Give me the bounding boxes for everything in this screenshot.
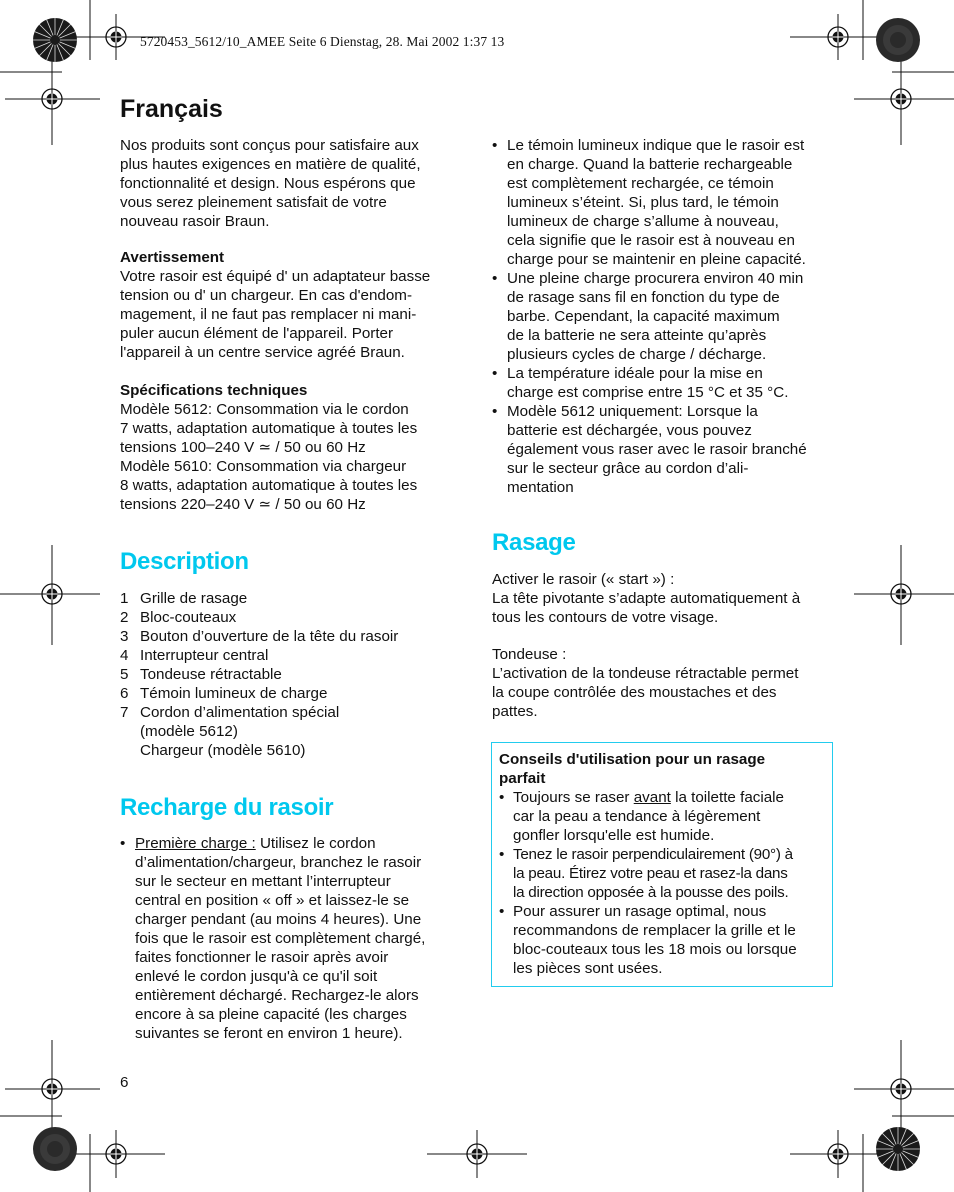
charging-notes: [492, 136, 837, 497]
recharge-bullet: • Première charge : Utilisez le cordon d’alimentation/chargeur, branchez le rasoir sur le secteur en mettant l’interrupteur central en position « off » et laissez-le se charger pendant (au moins 4 heures). Une fois que le rasoir est complètement chargé, faites fonctionner le rasoir après avoir enlevé le cordon jusqu'à ce qu'il soit entièrement déchargé. Rechargez-le alors encore à sa pleine capacité (les charges suivantes se feront en environ 1 heure).: [120, 835, 426, 1042]
warning-section: Avertissement Votre rasoir est équipé d' un adaptateur basse tension ou d' un chargeur. En cas d'endom- magement, il ne faut pas remplacer ni mani- puler aucun élément de l'appareil. Porter l'appareil à un centre service agréé Braun.: [120, 249, 431, 361]
description-heading: Description: [120, 548, 249, 575]
list-item: • Tenez le rasoir perpendiculairement (90°) à la peau. Étirez votre peau et rasez-la dans la direction opposée à la pousse des poils.: [499, 846, 793, 901]
list-item: • Pour assurer un rasage optimal, nous recommandons de remplacer la grille et le bloc-couteaux tous les 18 mois ou lorsque les pièces sont usées.: [499, 903, 797, 977]
list-item: 4 Interrupteur central: [120, 647, 269, 664]
list-item: 7 Cordon d’alimentation spécial: [120, 704, 340, 721]
list-item: 5 Tondeuse rétractable: [120, 666, 282, 683]
list-item: • La température idéale pour la mise en charge est comprise entre 15 °C et 35 °C.: [492, 365, 789, 401]
list-item: • Modèle 5612 uniquement: Lorsque la batterie est déchargée, vous pouvez également vous raser avec le rasoir branché sur le secteur grâce au cordon d’ali- mentation: [492, 403, 807, 496]
intro-paragraph: Nos produits sont conçus pour satisfaire aux plus hautes exigences en matière de qualité, fonctionnalité et design. Nous espérons que vous serez pleinement satisfait de votre nouveau rasoir Braun.: [120, 137, 421, 230]
parts-list: 1 Grille de rasage 2 Bloc-couteaux 3 Bouton d’ouverture de la tête du rasoir 4 Interrupteur central 5 Tondeuse rétractable 6 Témoin lumineux de charge 7 Cordon d’alimentation spécial (modèle 5612) Chargeur (modèle 5610): [120, 589, 460, 760]
list-item: • Toujours se raser avant la toilette faciale car la peau a tendance à légèrement gonfler lorsqu'elle est humide.: [499, 789, 785, 844]
list-item: 6 Témoin lumineux de charge: [120, 685, 328, 702]
list-item: 3 Bouton d’ouverture de la tête du rasoir: [120, 628, 399, 645]
rasage-start-paragraph: Activer le rasoir (« start ») : La tête pivotante s’adapte automatiquement à tous les contours de votre visage.: [492, 571, 801, 626]
specs-heading: Spécifications techniques: [120, 382, 308, 399]
tips-content: [499, 750, 831, 978]
rasage-heading: Rasage: [492, 529, 576, 556]
trimmer-paragraph: Tondeuse : L’activation de la tondeuse rétractable permet la coupe contrôlée des moustaches et des pattes.: [492, 646, 799, 720]
list-item: • Le témoin lumineux indique que le rasoir est en charge. Quand la batterie rechargeable est complètement rechargée, ce témoin lumineux s’éteint. Si, plus tard, le témoin lumineux de charge s’allume à nouveau, cela signifie que le rasoir est à nouveau en charge pour se maintenir en pleine capacité.: [492, 137, 806, 268]
recharge-heading: Recharge du rasoir: [120, 794, 334, 821]
warning-heading: Avertissement: [120, 249, 225, 266]
list-item: • Une pleine charge procurera environ 40 min de rasage sans fil en fonction du type de barbe. Cependant, la capacité maximum de la batterie ne sera atteinte qu’après plusieurs cycles de charge / décharge.: [492, 270, 804, 363]
tips-heading: Conseils d'utilisation pour un rasage parfait: [499, 751, 766, 787]
list-item: 1 Grille de rasage: [120, 590, 248, 607]
page-title: Français: [120, 95, 223, 123]
first-charge-label: Première charge :: [135, 835, 256, 852]
page-number: 6: [120, 1074, 129, 1091]
print-slug-line: 5720453_5612/10_AMEE Seite 6 Dienstag, 28. Mai 2002 1:37 13: [140, 34, 505, 49]
specs-section: Spécifications techniques Modèle 5612: Consommation via le cordon 7 watts, adaptation automatique à toutes les tensions 100–240 V ≃ / 50 ou 60 Hz Modèle 5610: Consommation via chargeur 8 watts, adaptation automatique à toutes les tensions 220–240 V ≃ / 50 ou 60 Hz: [120, 382, 418, 513]
list-item: 2 Bloc-couteaux: [120, 609, 237, 626]
